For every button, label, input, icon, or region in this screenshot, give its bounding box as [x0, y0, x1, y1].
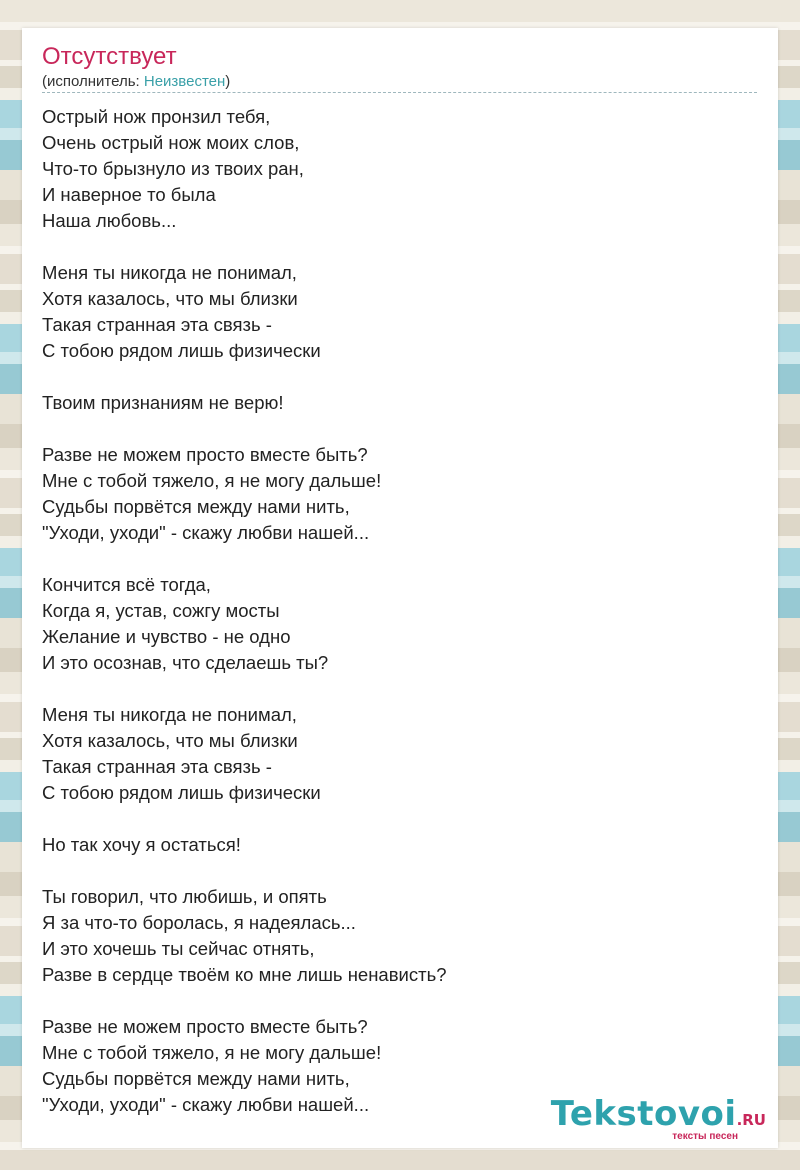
lyric-line: Мне с тобой тяжело, я не могу дальше!: [42, 470, 382, 491]
header-divider: [42, 92, 757, 93]
lyric-line: Острый нож пронзил тебя,: [42, 106, 271, 127]
lyric-line: Желание и чувство - не одно: [42, 626, 291, 647]
lyric-line: "Уходи, уходи" - скажу любви нашей...: [42, 1094, 370, 1115]
lyric-line: И это осознав, что сделаешь ты?: [42, 652, 329, 673]
artist-line: [42, 73, 230, 91]
lyric-line: Такая странная эта связь -: [42, 756, 272, 777]
lyric-line: С тобою рядом лишь физически: [42, 340, 321, 361]
lyric-line: Хотя казалось, что мы близки: [42, 730, 298, 751]
lyric-line: Судьбы порвётся между нами нить,: [42, 496, 350, 517]
lyric-line: Я за что-то боролась, я надеялась...: [42, 912, 356, 933]
artist-suffix: ): [225, 73, 231, 90]
lyric-line: Такая странная эта связь -: [42, 314, 272, 335]
stanza-break: [42, 806, 757, 832]
lyric-line: Меня ты никогда не понимал,: [42, 262, 297, 283]
artist-prefix: (исполнитель:: [42, 73, 144, 90]
lyric-line: Разве не можем просто вместе быть?: [42, 444, 368, 465]
lyric-line: С тобою рядом лишь физически: [42, 782, 321, 803]
lyric-line: Но так хочу я остаться!: [42, 834, 241, 855]
logo-tagline: тексты песен: [672, 1131, 738, 1142]
lyrics-card: [22, 28, 778, 1148]
song-title: Отсутствует: [42, 43, 177, 70]
lyric-line: Разве в сердце твоём ко мне лишь ненависть?: [42, 964, 447, 985]
lyric-line: Разве не можем просто вместе быть?: [42, 1016, 368, 1037]
logo-tld-text: .RU: [736, 1111, 766, 1129]
lyric-line: Судьбы порвётся между нами нить,: [42, 1068, 350, 1089]
stanza-break: [42, 364, 757, 390]
site-logo: [551, 1096, 766, 1142]
stanza-break: [42, 988, 757, 1014]
lyric-line: "Уходи, уходи" - скажу любви нашей...: [42, 522, 370, 543]
stanza-break: [42, 676, 757, 702]
lyric-line: И это хочешь ты сейчас отнять,: [42, 938, 315, 959]
lyric-line: Что-то брызнуло из твоих ран,: [42, 158, 304, 179]
lyric-line: Наша любовь...: [42, 210, 177, 231]
lyric-line: Мне с тобой тяжело, я не могу дальше!: [42, 1042, 382, 1063]
lyric-line: И наверное то была: [42, 184, 216, 205]
lyrics-text: [42, 104, 757, 1118]
lyric-line: Меня ты никогда не понимал,: [42, 704, 297, 725]
lyric-line: Когда я, устав, сожгу мосты: [42, 600, 280, 621]
lyric-line: Очень острый нож моих слов,: [42, 132, 300, 153]
logo-main-text: Tekstovoi: [550, 1094, 737, 1134]
stanza-break: [42, 858, 757, 884]
artist-name[interactable]: Неизвестен: [143, 73, 226, 90]
stanza-break: [42, 546, 757, 572]
lyric-line: Кончится всё тогда,: [42, 574, 211, 595]
lyric-line: Ты говорил, что любишь, и опять: [42, 886, 327, 907]
stanza-break: [42, 234, 757, 260]
stanza-break: [42, 416, 757, 442]
lyric-line: Твоим признаниям не верю!: [42, 392, 284, 413]
lyric-line: Хотя казалось, что мы близки: [42, 288, 298, 309]
